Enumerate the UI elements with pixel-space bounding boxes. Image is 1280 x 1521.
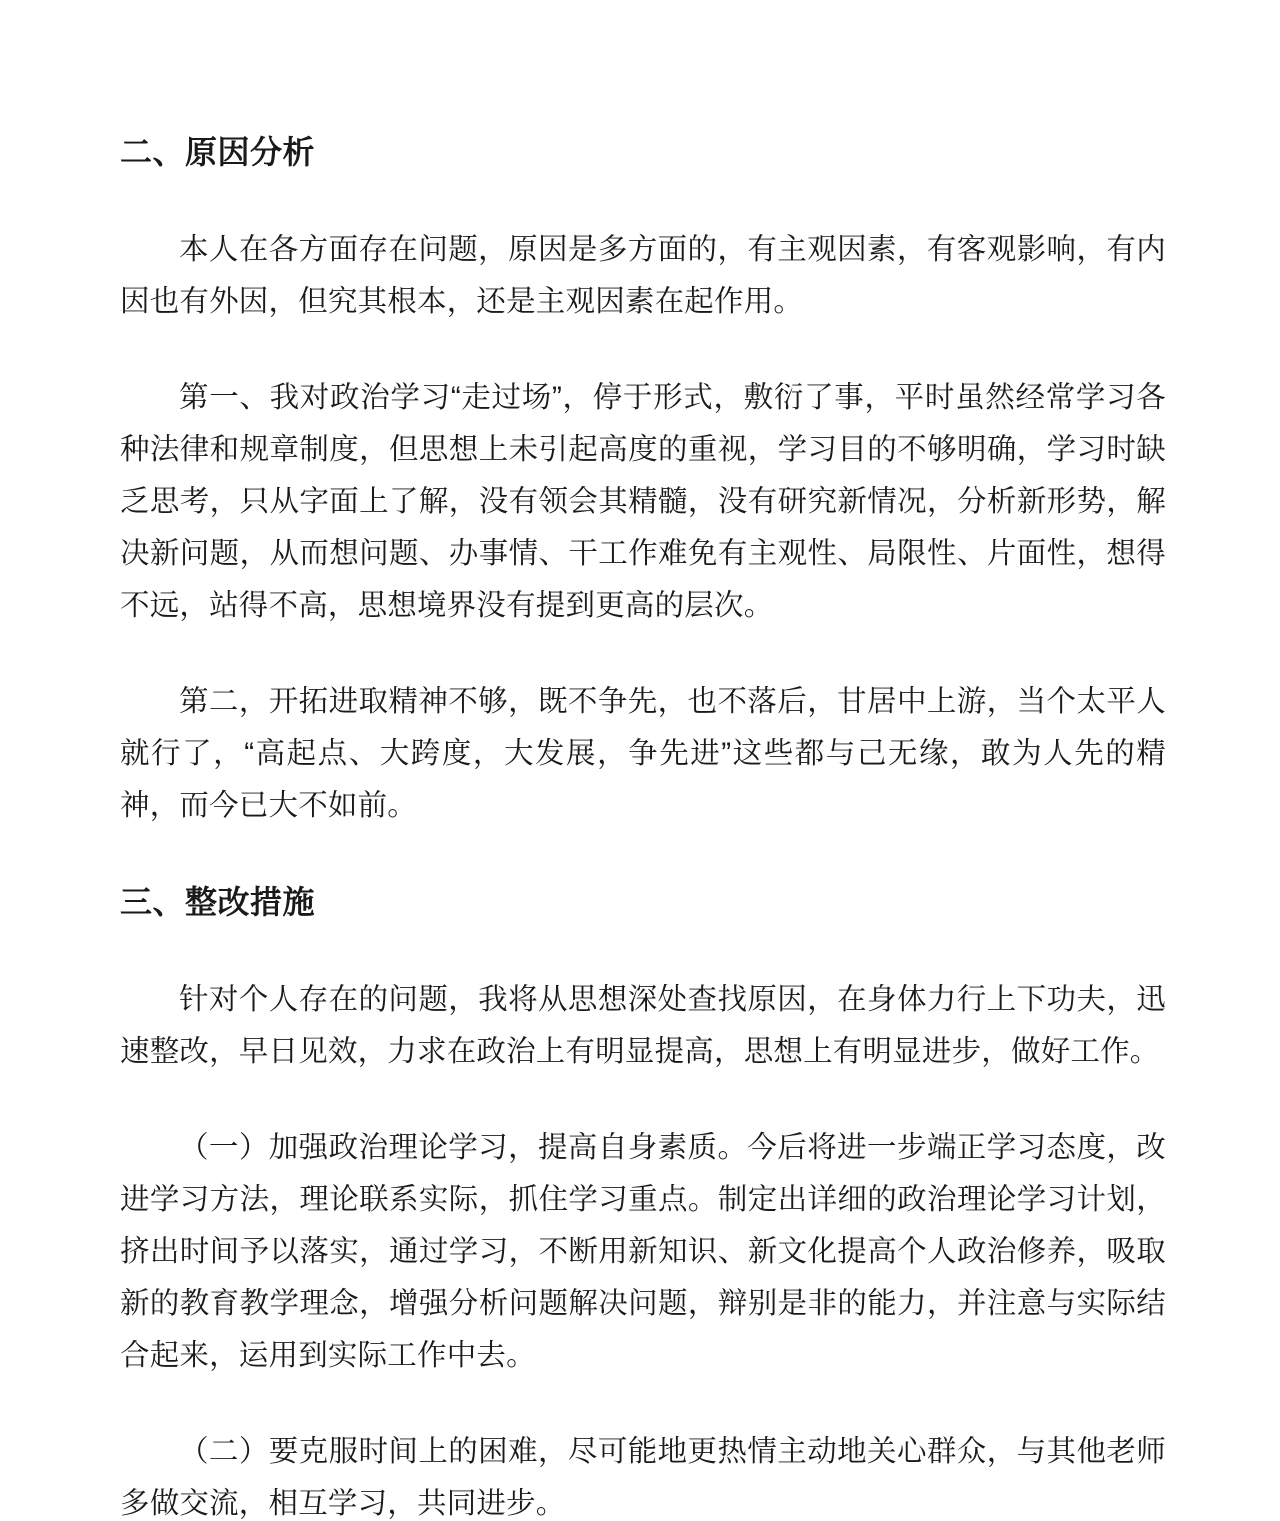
section-heading-cause-analysis: 二、原因分析 xyxy=(120,134,316,170)
paragraph-rectification-item-one: （一）加强政治理论学习，提高自身素质。今后将进一步端正学习态度，改进学习方法，理论联系实际，抓住学习重点。制定出详细的政治理论学习计划，挤出时间予以落实，通过学习，不断用新知识、新文化提高个人政治修养，吸取新的教育教学理念，增强分析问题解决问题，辩别是非的能力，并注意与实际结合起来，运用到实际工作中去。 xyxy=(120,1131,1166,1372)
top-spacer xyxy=(120,0,1166,130)
paragraph-rectification-intro: 针对个人存在的问题，我将从思想深处查找原因，在身体力行上下功夫，迅速整改，早日见效，力求在政治上有明显提高，思想上有明显进步，做好工作。 xyxy=(120,983,1166,1068)
paragraph-cause-intro: 本人在各方面存在问题，原因是多方面的，有主观因素，有客观影响，有内因也有外因，但究其根本，还是主观因素在起作用。 xyxy=(120,233,1166,318)
paragraph-cause-second: 第二，开拓进取精神不够，既不争先，也不落后，甘居中上游，当个太平人就行了，“高起点、大跨度，大发展，争先进”这些都与己无缘，敢为人先的精神，而今已大不如前。 xyxy=(120,685,1166,822)
spacer-heading-to-paragraph xyxy=(120,174,1166,224)
spacer-paragraph xyxy=(120,1382,1166,1426)
paragraph-cause-first: 第一、我对政治学习“走过场”，停于形式，敷衍了事，平时虽然经常学习各种法律和规章制度，但思想上未引起高度的重视，学习目的不够明确，学习时缺乏思考，只从字面上了解，没有领会其精髓，没有研究新情况，分析新形势，解决新问题，从而想问题、办事情、干工作难免有主观性、局限性、片面性，想得不远，站得不高，思想境界没有提到更高的层次。 xyxy=(120,381,1166,622)
spacer-paragraph xyxy=(120,328,1166,372)
document-body xyxy=(120,0,1166,1521)
spacer-paragraph xyxy=(120,632,1166,676)
paragraph-rectification-item-two: （二）要克服时间上的困难，尽可能地更热情主动地关心群众，与其他老师多做交流，相互学习，共同进步。 xyxy=(120,1435,1166,1520)
spacer-paragraph xyxy=(120,1078,1166,1122)
section-heading-rectification: 三、整改措施 xyxy=(120,884,316,920)
spacer-paragraph-to-heading xyxy=(120,832,1166,880)
spacer-heading-to-paragraph xyxy=(120,924,1166,974)
